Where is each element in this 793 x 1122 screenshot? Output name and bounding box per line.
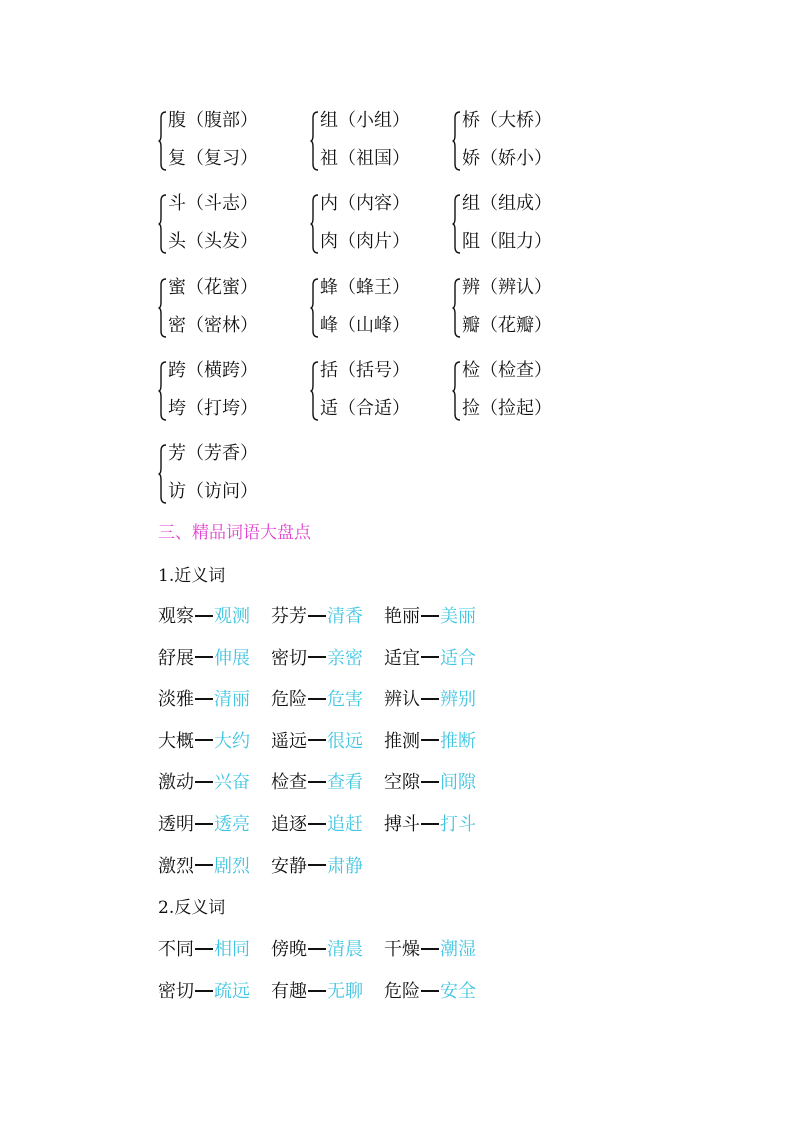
character: 适 — [320, 398, 338, 419]
word: 追逐 — [271, 814, 307, 835]
word: 激动 — [158, 772, 194, 794]
dash-separator — [195, 948, 213, 950]
example-word: （花瓣） — [480, 315, 552, 336]
answer-word: 无聊 — [327, 981, 363, 1002]
char-word-line — [168, 398, 258, 420]
synonym-pair — [271, 731, 363, 753]
dash-separator — [308, 698, 326, 700]
synonym-pair — [158, 772, 250, 794]
synonym-pair — [384, 606, 476, 628]
answer-word: 剧烈 — [214, 855, 250, 877]
antonym-pair — [158, 981, 250, 1003]
dash-separator — [421, 823, 439, 825]
dash-separator — [195, 739, 213, 741]
example-word: （山峰） — [338, 315, 410, 336]
curly-brace-icon — [158, 443, 168, 505]
synonym-pair — [158, 648, 250, 670]
synonym-pair — [271, 606, 363, 628]
dash-separator — [308, 781, 326, 783]
word: 观察 — [158, 606, 194, 627]
char-pair-group — [158, 110, 288, 186]
dash-separator — [421, 739, 439, 741]
word: 大概 — [158, 730, 194, 752]
answer-word: 适合 — [440, 647, 476, 669]
word: 激烈 — [158, 855, 194, 877]
char-pair-group — [158, 360, 288, 436]
char-word-line — [168, 193, 258, 215]
dash-separator — [421, 781, 439, 783]
dash-separator — [421, 615, 439, 617]
char-pair-group — [310, 193, 440, 269]
character: 肉 — [320, 231, 338, 252]
curly-brace-icon — [310, 193, 320, 255]
answer-word: 观测 — [214, 606, 250, 627]
curly-brace-icon — [158, 277, 168, 339]
character: 蜂 — [320, 277, 338, 298]
word: 搏斗 — [384, 814, 420, 835]
answer-word: 清丽 — [214, 689, 250, 711]
synonym-pair — [158, 814, 250, 836]
answer-word: 大约 — [214, 730, 250, 752]
char-word-line — [168, 231, 258, 253]
character: 斗 — [168, 193, 186, 214]
char-pair-group — [452, 360, 582, 436]
synonym-pair — [158, 731, 250, 753]
curly-brace-icon — [158, 193, 168, 255]
char-word-line — [320, 277, 410, 299]
example-word: （蜂王） — [338, 277, 410, 298]
character: 头 — [168, 231, 186, 252]
char-word-line — [462, 360, 552, 382]
character: 祖 — [320, 148, 338, 169]
character: 访 — [168, 481, 186, 502]
char-pair-group — [158, 193, 288, 269]
char-pair-group — [158, 443, 288, 519]
antonym-pair — [384, 981, 476, 1003]
example-word: （头发） — [186, 231, 258, 252]
example-word: （辨认） — [480, 277, 552, 298]
dash-separator — [421, 990, 439, 992]
word: 不同 — [158, 939, 194, 960]
character: 复 — [168, 148, 186, 169]
char-word-line — [168, 110, 258, 132]
antonym-pair — [271, 939, 363, 961]
curly-brace-icon — [452, 360, 462, 422]
dash-separator — [195, 698, 213, 700]
answer-word: 间隙 — [440, 772, 476, 794]
curly-brace-icon — [452, 110, 462, 172]
char-word-line — [462, 193, 552, 215]
example-word: （芳香） — [186, 443, 258, 464]
antonym-pair — [158, 939, 250, 961]
example-word: （复习） — [186, 148, 258, 169]
answer-word: 危害 — [327, 689, 363, 711]
dash-separator — [195, 823, 213, 825]
example-word: （括号） — [338, 360, 410, 381]
character: 娇 — [462, 148, 480, 169]
synonym-pair — [384, 689, 476, 711]
answer-word: 透亮 — [214, 814, 250, 835]
example-word: （祖国） — [338, 148, 410, 169]
example-word: （检查） — [480, 360, 552, 381]
word: 危险 — [384, 981, 420, 1002]
character: 腹 — [168, 110, 186, 131]
character: 密 — [168, 315, 186, 336]
example-word: （小组） — [338, 110, 410, 131]
example-word: （访问） — [186, 481, 258, 502]
synonym-pair — [271, 772, 363, 794]
char-word-line — [320, 148, 410, 170]
word: 芬芳 — [271, 606, 307, 627]
char-word-line — [168, 443, 258, 465]
example-word: （阻力） — [480, 231, 552, 252]
dash-separator — [421, 948, 439, 950]
char-word-line — [462, 110, 552, 132]
char-word-line — [462, 148, 552, 170]
dash-separator — [308, 739, 326, 741]
curly-brace-icon — [158, 110, 168, 172]
character: 内 — [320, 193, 338, 214]
synonyms-heading: 1.近义词 — [158, 566, 226, 586]
word: 密切 — [271, 647, 307, 669]
char-word-line — [168, 360, 258, 382]
example-word: （腹部） — [186, 110, 258, 131]
curly-brace-icon — [452, 277, 462, 339]
example-word: （打垮） — [186, 398, 258, 419]
answer-word: 潮湿 — [440, 939, 476, 960]
answer-word: 清晨 — [327, 939, 363, 960]
word: 检查 — [271, 772, 307, 794]
character: 桥 — [462, 110, 480, 131]
word: 辨认 — [384, 689, 420, 711]
antonym-pair — [384, 939, 476, 961]
answer-word: 辨别 — [440, 689, 476, 711]
synonym-pair — [271, 689, 363, 711]
char-pair-group — [452, 110, 582, 186]
antonym-pair — [271, 981, 363, 1003]
word: 淡雅 — [158, 689, 194, 711]
synonym-pair — [158, 689, 250, 711]
word: 艳丽 — [384, 606, 420, 627]
answer-word: 查看 — [327, 772, 363, 794]
example-word: （密林） — [186, 315, 258, 336]
antonyms-heading: 2.反义词 — [158, 898, 226, 918]
answer-word: 疏远 — [214, 981, 250, 1002]
synonym-pair — [384, 814, 476, 836]
char-word-line — [462, 398, 552, 420]
dash-separator — [195, 615, 213, 617]
section-heading: 三、精品词语大盘点 — [158, 523, 311, 543]
answer-word: 追赶 — [327, 814, 363, 835]
char-pair-group — [310, 110, 440, 186]
synonym-pair — [384, 731, 476, 753]
char-pair-group — [310, 277, 440, 353]
char-word-line — [320, 110, 410, 132]
char-word-line — [168, 315, 258, 337]
dash-separator — [195, 864, 213, 866]
synonym-pair — [384, 648, 476, 670]
word: 推测 — [384, 730, 420, 752]
character: 括 — [320, 360, 338, 381]
dash-separator — [195, 781, 213, 783]
dash-separator — [421, 698, 439, 700]
example-word: （花蜜） — [186, 277, 258, 298]
word: 安静 — [271, 855, 307, 877]
dash-separator — [308, 864, 326, 866]
synonym-pair — [271, 648, 363, 670]
answer-word: 肃静 — [327, 855, 363, 877]
dash-separator — [195, 656, 213, 658]
synonym-pair — [158, 856, 250, 878]
word: 危险 — [271, 689, 307, 711]
example-word: （组成） — [480, 193, 552, 214]
char-pair-group — [452, 277, 582, 353]
synonym-pair — [271, 856, 363, 878]
char-word-line — [462, 315, 552, 337]
word: 遥远 — [271, 730, 307, 752]
character: 阻 — [462, 231, 480, 252]
character: 蜜 — [168, 277, 186, 298]
char-word-line — [320, 360, 410, 382]
character: 垮 — [168, 398, 186, 419]
word: 舒展 — [158, 647, 194, 669]
synonym-pair — [271, 814, 363, 836]
answer-word: 推断 — [440, 730, 476, 752]
dash-separator — [421, 656, 439, 658]
curly-brace-icon — [310, 110, 320, 172]
example-word: （横跨） — [186, 360, 258, 381]
word: 透明 — [158, 814, 194, 835]
answer-word: 安全 — [440, 981, 476, 1002]
char-word-line — [168, 148, 258, 170]
answer-word: 亲密 — [327, 647, 363, 669]
word: 密切 — [158, 981, 194, 1002]
char-pair-group — [310, 360, 440, 436]
answer-word: 相同 — [214, 939, 250, 960]
char-word-line — [462, 277, 552, 299]
char-word-line — [320, 231, 410, 253]
example-word: （合适） — [338, 398, 410, 419]
dash-separator — [308, 990, 326, 992]
word: 适宜 — [384, 647, 420, 669]
curly-brace-icon — [310, 277, 320, 339]
word: 空隙 — [384, 772, 420, 794]
char-word-line — [320, 398, 410, 420]
example-word: （内容） — [338, 193, 410, 214]
char-word-line — [462, 231, 552, 253]
character: 组 — [320, 110, 338, 131]
word: 干燥 — [384, 939, 420, 960]
example-word: （捡起） — [480, 398, 552, 419]
answer-word: 伸展 — [214, 647, 250, 669]
example-word: （大桥） — [480, 110, 552, 131]
example-word: （肉片） — [338, 231, 410, 252]
dash-separator — [308, 948, 326, 950]
word: 傍晚 — [271, 939, 307, 960]
char-word-line — [320, 315, 410, 337]
character: 组 — [462, 193, 480, 214]
example-word: （斗志） — [186, 193, 258, 214]
dash-separator — [195, 990, 213, 992]
character: 辨 — [462, 277, 480, 298]
synonym-pair — [158, 606, 250, 628]
dash-separator — [308, 823, 326, 825]
dash-separator — [308, 615, 326, 617]
char-word-line — [168, 481, 258, 503]
curly-brace-icon — [452, 193, 462, 255]
char-word-line — [168, 277, 258, 299]
character: 芳 — [168, 443, 186, 464]
character: 检 — [462, 360, 480, 381]
synonym-pair — [384, 772, 476, 794]
answer-word: 打斗 — [440, 814, 476, 835]
answer-word: 清香 — [327, 606, 363, 627]
answer-word: 兴奋 — [214, 772, 250, 794]
character: 捡 — [462, 398, 480, 419]
char-word-line — [320, 193, 410, 215]
character: 瓣 — [462, 315, 480, 336]
character: 跨 — [168, 360, 186, 381]
char-pair-group — [158, 277, 288, 353]
answer-word: 美丽 — [440, 606, 476, 627]
char-pair-group — [452, 193, 582, 269]
curly-brace-icon — [158, 360, 168, 422]
curly-brace-icon — [310, 360, 320, 422]
dash-separator — [308, 656, 326, 658]
example-word: （娇小） — [480, 148, 552, 169]
answer-word: 很远 — [327, 730, 363, 752]
word: 有趣 — [271, 981, 307, 1002]
character: 峰 — [320, 315, 338, 336]
